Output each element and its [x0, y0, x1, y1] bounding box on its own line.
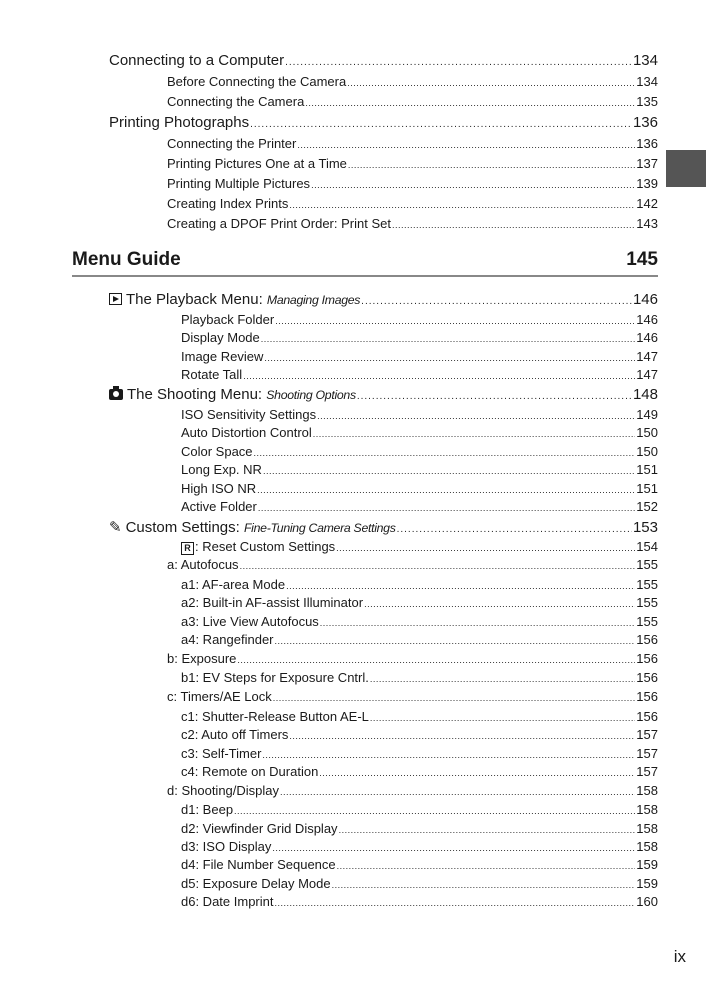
- dot-leader: [364, 595, 635, 610]
- toc-entry-title: Before Connecting the Camera: [167, 74, 347, 89]
- toc-entry-d4[interactable]: [181, 857, 658, 872]
- dot-leader: [264, 349, 635, 364]
- toc-entry-page: 142: [636, 196, 658, 211]
- toc-entry-image-review[interactable]: [181, 349, 658, 364]
- toc-entry-connecting-computer[interactable]: [109, 52, 658, 69]
- dot-leader: [240, 557, 636, 572]
- toc-entry-high-iso-nr[interactable]: [181, 481, 658, 496]
- toc-entry-exposure[interactable]: [167, 651, 658, 666]
- toc-entry-playback-menu[interactable]: [109, 291, 658, 308]
- dot-leader: [243, 367, 635, 382]
- toc-entry-title: b: Exposure: [167, 651, 237, 666]
- dot-leader: [261, 330, 636, 345]
- dot-leader: [250, 114, 632, 131]
- toc-entry-title: Rotate Tall: [181, 367, 243, 382]
- dot-leader: [272, 839, 635, 854]
- toc-entry-page: 149: [636, 407, 658, 422]
- toc-entry-page: 152: [636, 499, 658, 514]
- toc-entry-page: 143: [636, 216, 658, 231]
- toc-entry-page: 160: [636, 894, 658, 909]
- toc-entry-title: a1: AF-area Mode: [181, 577, 286, 592]
- toc-entry-title: Creating Index Prints: [167, 196, 289, 211]
- pencil-icon: ✎: [109, 519, 122, 536]
- toc-entry-dpof[interactable]: [167, 216, 658, 231]
- toc-entry-reset-custom[interactable]: [181, 539, 658, 555]
- toc-entry-title: c3: Self-Timer: [181, 746, 262, 761]
- dot-leader: [361, 291, 632, 308]
- toc-entry-title: c: Timers/AE Lock: [167, 689, 272, 704]
- toc-entry-title: Printing Multiple Pictures: [167, 176, 311, 191]
- toc-entry-display-mode[interactable]: [181, 330, 658, 345]
- dot-leader: [273, 689, 636, 704]
- toc-entry-title: Connecting the Printer: [167, 136, 297, 151]
- toc-entry-page: 159: [636, 857, 658, 872]
- toc-entry-page: 146: [632, 291, 658, 308]
- toc-entry-page: 150: [636, 444, 658, 459]
- toc-entry-title: The Playback Menu:: [126, 291, 267, 308]
- toc-entry-title: Playback Folder: [181, 312, 275, 327]
- toc-entry-d1[interactable]: [181, 802, 658, 817]
- toc-entry-page: 136: [632, 114, 658, 131]
- toc-entry-custom-settings[interactable]: [109, 518, 658, 536]
- toc-entry-index-prints[interactable]: [167, 196, 658, 211]
- toc-entry-page: 158: [636, 802, 658, 817]
- toc-entry-title: Printing Pictures One at a Time: [167, 156, 347, 171]
- dot-leader: [305, 94, 635, 109]
- toc-entry-page: 139: [636, 176, 658, 191]
- section-divider: [72, 275, 658, 277]
- toc-entry-connecting-printer[interactable]: [167, 136, 658, 151]
- toc-entry-d3[interactable]: [181, 839, 658, 854]
- toc-entry-title: d: Shooting/Display: [167, 783, 280, 798]
- dot-leader: [311, 176, 635, 191]
- dot-leader: [275, 312, 635, 327]
- dot-leader: [280, 783, 635, 798]
- toc-entry-subtitle: Shooting Options: [266, 388, 356, 402]
- toc-entry-before-connecting[interactable]: [167, 74, 658, 89]
- dot-leader: [257, 481, 635, 496]
- dot-leader: [289, 727, 635, 742]
- dot-leader: [357, 386, 632, 403]
- dot-leader: [286, 577, 635, 592]
- reset-icon: R: [181, 542, 194, 555]
- toc-entry-iso-sensitivity[interactable]: [181, 407, 658, 422]
- toc-entry-page: 151: [636, 481, 658, 496]
- toc-entry-printing-multiple[interactable]: [167, 176, 658, 191]
- toc-entry-c2[interactable]: [181, 727, 658, 742]
- toc-entry-page: 137: [636, 156, 658, 171]
- toc-entry-rotate-tall[interactable]: [181, 367, 658, 382]
- dot-leader: [237, 651, 635, 666]
- section-page: 145: [626, 249, 658, 270]
- camera-icon: [109, 389, 123, 400]
- toc-entry-long-exp-nr[interactable]: [181, 462, 658, 477]
- dot-leader: [275, 894, 636, 909]
- toc-entry-title: Creating a DPOF Print Order: Print Set: [167, 216, 391, 231]
- toc-entry-a4[interactable]: [181, 632, 658, 647]
- toc-entry-page: 146: [636, 312, 658, 327]
- dot-leader: [254, 444, 636, 459]
- toc-entry-title: Printing Photographs: [109, 114, 250, 131]
- toc-entry-title: c4: Remote on Duration: [181, 764, 319, 779]
- toc-entry-color-space[interactable]: [181, 444, 658, 459]
- toc-entry-shooting-menu[interactable]: [109, 386, 658, 403]
- toc-entry-page: 134: [632, 52, 658, 69]
- dot-leader: [397, 519, 632, 536]
- dot-leader: [370, 709, 635, 724]
- toc-entry-page: 156: [636, 651, 658, 666]
- section-header[interactable]: [72, 249, 658, 271]
- toc-entry-title: ISO Sensitivity Settings: [181, 407, 317, 422]
- dot-leader: [263, 462, 635, 477]
- toc-entry-d5[interactable]: [181, 876, 658, 891]
- toc-entry-page: 134: [636, 74, 658, 89]
- toc-entry-page: 147: [636, 367, 658, 382]
- dot-leader: [313, 425, 636, 440]
- toc-entry-a3[interactable]: [181, 614, 658, 629]
- playback-icon: [109, 293, 122, 305]
- toc-entry-c3[interactable]: [181, 746, 658, 761]
- dot-leader: [336, 539, 635, 554]
- dot-leader: [234, 802, 635, 817]
- dot-leader: [348, 156, 635, 171]
- toc-entry-title: Display Mode: [181, 330, 260, 345]
- dot-leader: [347, 74, 635, 89]
- toc-entry-title: a3: Live View Autofocus: [181, 614, 319, 629]
- toc-entry-connecting-camera[interactable]: [167, 94, 658, 109]
- toc-entry-page: 159: [636, 876, 658, 891]
- toc-entry-c1[interactable]: [181, 709, 658, 724]
- toc-entry-page: 150: [636, 425, 658, 440]
- dot-leader: [332, 876, 636, 891]
- dot-leader: [337, 857, 636, 872]
- toc-entry-title: c1: Shutter-Release Button AE-L: [181, 709, 369, 724]
- toc-entry-title: d5: Exposure Delay Mode: [181, 876, 331, 891]
- toc-entry-title: a4: Rangefinder: [181, 632, 274, 647]
- dot-leader: [320, 614, 636, 629]
- toc-entry-page: 155: [636, 595, 658, 610]
- dot-leader: [370, 670, 635, 685]
- toc-entry-title: c2: Auto off Timers: [181, 727, 289, 742]
- toc-entry-title: d1: Beep: [181, 802, 234, 817]
- toc-entry-page: 156: [636, 689, 658, 704]
- toc-entry-d2[interactable]: [181, 821, 658, 836]
- toc-entry-page: 147: [636, 349, 658, 364]
- toc-entry-page: 155: [636, 614, 658, 629]
- toc-entry-page: 158: [636, 783, 658, 798]
- toc-entry-timers[interactable]: [167, 689, 658, 704]
- toc-entry-page: 157: [636, 746, 658, 761]
- toc-entry-page: 146: [636, 330, 658, 345]
- dot-leader: [275, 632, 636, 647]
- toc-entry-title: d3: ISO Display: [181, 839, 272, 854]
- toc-entry-subtitle: Managing Images: [266, 293, 361, 307]
- toc-entry-title: Image Review: [181, 349, 264, 364]
- toc-entry-playback-folder[interactable]: [181, 312, 658, 327]
- dot-leader: [339, 821, 636, 836]
- toc-entry-subtitle: Fine-Tuning Camera Settings: [243, 521, 396, 535]
- dot-leader: [319, 764, 635, 779]
- toc-entry-title: Long Exp. NR: [181, 462, 262, 477]
- toc-entry-page: 154: [636, 539, 658, 554]
- toc-entry-d6[interactable]: [181, 894, 658, 909]
- dot-leader: [285, 52, 632, 69]
- dot-leader: [262, 746, 635, 761]
- toc-entry-page: 158: [636, 821, 658, 836]
- toc-entry-title: Custom Settings:: [125, 519, 244, 536]
- toc-entry-title: Color Space: [181, 444, 253, 459]
- toc-entry-page: 156: [636, 709, 658, 724]
- section-thumb-tab: [666, 150, 706, 187]
- dot-leader: [297, 136, 635, 151]
- toc-entry-page: 153: [632, 519, 658, 536]
- section-title: Menu Guide: [72, 249, 181, 270]
- toc-entry-title: High ISO NR: [181, 481, 257, 496]
- toc-entry-page: 157: [636, 727, 658, 742]
- toc-entry-title: The Shooting Menu:: [127, 386, 267, 403]
- toc-entry-page: 148: [632, 386, 658, 403]
- dot-leader: [392, 216, 635, 231]
- toc-entry-page: 136: [636, 136, 658, 151]
- toc-entry-printing-one[interactable]: [167, 156, 658, 171]
- dot-leader: [258, 499, 635, 514]
- toc-entry-a1[interactable]: [181, 577, 658, 592]
- toc-entry-page: 155: [636, 557, 658, 572]
- toc-entry-title: Connecting the Camera: [167, 94, 305, 109]
- toc-entry-title: d2: Viewfinder Grid Display: [181, 821, 338, 836]
- toc-entry-title: Active Folder: [181, 499, 257, 514]
- toc-entry-title: Auto Distortion Control: [181, 425, 312, 440]
- toc-entry-shooting-display[interactable]: [167, 783, 658, 798]
- dot-leader: [289, 196, 635, 211]
- toc-entry-printing-photographs[interactable]: [109, 114, 658, 131]
- toc-entry-page: 158: [636, 839, 658, 854]
- toc-entry-title: b1: EV Steps for Exposure Cntrl.: [181, 670, 369, 685]
- toc-entry-page: 151: [636, 462, 658, 477]
- toc-entry-page: 155: [636, 577, 658, 592]
- toc-entry-title: a: Autofocus: [167, 557, 239, 572]
- toc-entry-page: 135: [636, 94, 658, 109]
- toc-entry-a2[interactable]: [181, 595, 658, 610]
- toc-entry-page: 156: [636, 670, 658, 685]
- dot-leader: [317, 407, 635, 422]
- toc-entry-title: a2: Built-in AF-assist Illuminator: [181, 595, 364, 610]
- toc-entry-title: Connecting to a Computer: [109, 52, 285, 69]
- toc-entry-page: 156: [636, 632, 658, 647]
- toc-entry-title: d6: Date Imprint: [181, 894, 274, 909]
- toc-entry-c4[interactable]: [181, 764, 658, 779]
- page-number: ix: [673, 947, 686, 966]
- toc-entry-page: 157: [636, 764, 658, 779]
- toc-entry-title: : Reset Custom Settings: [195, 539, 336, 554]
- toc-entry-b1[interactable]: [181, 670, 658, 685]
- toc-entry-auto-distortion[interactable]: [181, 425, 658, 440]
- toc-entry-active-folder[interactable]: [181, 499, 658, 514]
- toc-entry-autofocus[interactable]: [167, 557, 658, 572]
- toc-entry-title: d4: File Number Sequence: [181, 857, 336, 872]
